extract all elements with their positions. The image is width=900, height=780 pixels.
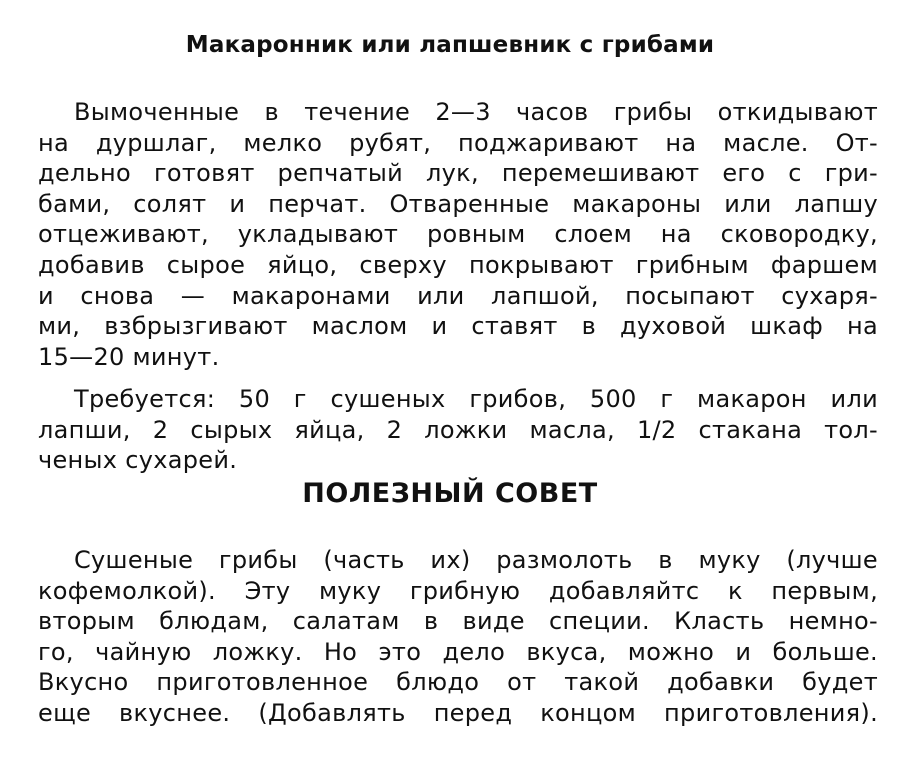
recipe-ingredients-line: лапши, 2 сырых яйца, 2 ложки масла, 1/2 стакана тол- [38, 415, 878, 444]
tip-text-line: Вкусно приготовленное блюдо от такой добавки будет [38, 668, 878, 697]
recipe-instructions-line: ми, взбрызгивают маслом и ставят в духовой шкаф на [38, 312, 878, 341]
tip-text-line: Сушеные грибы (часть их) размолоть в муку (лучше [74, 546, 878, 574]
recipe-instructions [38, 97, 878, 372]
tip-text-line: вторым блюдам, салатам в виде специи. Класть немно- [38, 607, 878, 636]
tip-text-line: еще вкуснее. (Добавлять перед концом приготовления). [38, 698, 878, 727]
recipe-instructions-line: добавив сырое яйцо, сверху покрывают грибным фаршем [38, 250, 878, 279]
recipe-ingredients [38, 384, 878, 476]
recipe-title: Макаронник или лапшевник с грибами [185, 32, 715, 58]
recipe-instructions-line: Вымоченные в течение 2—3 часов грибы откидывают [74, 98, 878, 126]
tip-text-line: кофемолкой). Эту муку грибную добавляйтс к первым, [38, 576, 878, 605]
tip-title: ПОЛЕЗНЫЙ СОВЕТ [302, 478, 598, 509]
recipe-instructions-line: отцеживают, укладывают ровным слоем на сковородку, [38, 220, 878, 249]
recipe-ingredients-line: Требуется: 50 г сушеных грибов, 500 г макарон или [74, 385, 878, 413]
recipe-ingredients-line: ченых сухарей. [38, 446, 238, 475]
recipe-instructions-line: и снова — макаронами или лапшой, посыпают сухаря- [38, 281, 878, 310]
tip-text-line: го, чайную ложку. Но это дело вкуса, можно и больше. [38, 637, 878, 666]
recipe-instructions-line: дельно готовят репчатый лук, перемешивают его с гри- [38, 159, 878, 188]
recipe-instructions-line: бами, солят и перчат. Отваренные макароны или лапшу [38, 189, 878, 218]
recipe-instructions-line: 15—20 минут. [38, 342, 220, 371]
recipe-instructions-line: на дуршлаг, мелко рубят, поджаривают на масле. От- [38, 128, 878, 157]
tip-text [38, 545, 878, 729]
